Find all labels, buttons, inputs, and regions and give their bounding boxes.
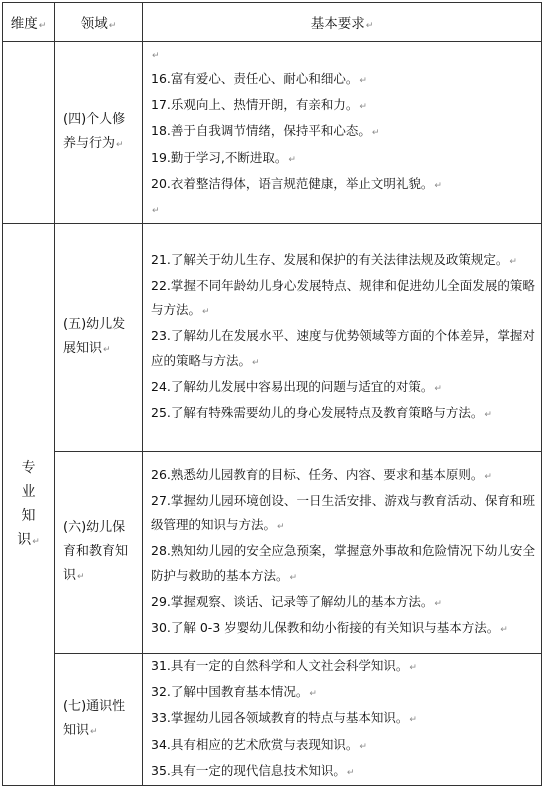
requirements-cell	[143, 224, 542, 452]
table-header-row	[3, 3, 542, 42]
domain-cell	[55, 224, 143, 452]
list-item: 19.勤于学习,不断进取。↵	[151, 149, 296, 165]
list-item: 34.具有相应的艺术欣赏与表现知识。↵	[151, 736, 367, 752]
paragraph-mark-icon: ↵	[484, 410, 492, 420]
list-item: 18.善于自我调节情绪，保持平和心态。↵	[151, 123, 380, 139]
domain-cell	[55, 42, 143, 224]
domain-cell	[55, 654, 143, 786]
paragraph-mark-icon: ↵	[103, 345, 111, 355]
list-item: 22.掌握不同年龄幼儿身心发展特点、规律和促进幼儿全面发展的策略与方法。↵	[151, 277, 535, 318]
paragraph-mark-icon: ↵	[38, 21, 47, 31]
header-dimension	[3, 3, 55, 42]
paragraph-mark-icon: ↵	[359, 741, 367, 752]
list-item: 33.掌握幼儿园各领域教育的特点与基本知识。↵	[151, 710, 417, 726]
list-item: 25.了解有特殊需要幼儿的身心发展特点及教育策略与方法。↵	[151, 405, 492, 420]
paragraph-mark-icon: ↵	[434, 180, 442, 191]
paragraph-mark-icon: ↵	[409, 715, 417, 726]
requirements-cell	[143, 654, 542, 786]
paragraph-mark-icon: ↵	[289, 572, 298, 583]
paragraph-mark-icon: ↵	[359, 75, 367, 86]
dimension-char-last: 识↵	[17, 531, 40, 548]
dimension-char: 专	[21, 459, 36, 476]
list-item: 20.衣着整洁得体，语言规范健康，举止文明礼貌。↵	[151, 175, 442, 191]
paragraph-mark-icon: ↵	[359, 102, 367, 113]
table-row	[3, 452, 542, 654]
paragraph-mark-icon: ↵	[152, 50, 160, 61]
list-item: 17.乐观向上、热情开朗，有亲和力。↵	[151, 97, 367, 113]
paragraph-mark-icon: ↵	[346, 767, 355, 778]
domain-label: (七)通识性知识	[63, 699, 126, 738]
document-page	[2, 2, 542, 779]
paragraph-mark-icon: ↵	[409, 663, 417, 673]
table-row	[3, 654, 542, 786]
list-item: 26.熟悉幼儿园教育的目标、任务、内容、要求和基本原则。↵	[151, 466, 492, 482]
list-item: 27.掌握幼儿园环境创设、一日生活安排、游戏与教育活动、保育和班级管理的知识与方法。↵	[151, 492, 535, 533]
header-dimension-text: 维度	[10, 16, 38, 32]
domain-label: (五)幼儿发展知识	[63, 317, 126, 356]
standards-table	[2, 2, 542, 786]
header-requirements-text: 基本要求	[310, 16, 365, 32]
paragraph-mark-icon: ↵	[434, 598, 442, 609]
paragraph-mark-icon: ↵	[309, 689, 317, 700]
list-item: 24.了解幼儿发展中容易出现的问题与适宜的对策。↵	[151, 378, 442, 394]
dimension-cell-empty	[3, 42, 55, 224]
paragraph-mark-icon: ↵	[32, 536, 40, 547]
list-item: 30.了解 0-3 岁婴幼儿保教和幼小衔接的有关知识与基本方法。↵	[151, 620, 508, 635]
header-requirements	[143, 3, 542, 42]
paragraph-mark-icon: ↵	[434, 383, 442, 394]
paragraph-mark-icon: ↵	[252, 357, 260, 368]
list-item: 29.掌握观察、谈话、记录等了解幼儿的基本方法。↵	[151, 593, 442, 609]
paragraph-mark-icon: ↵	[116, 140, 124, 150]
paragraph-mark-icon: ↵	[90, 727, 98, 737]
paragraph-mark-icon: ↵	[202, 307, 210, 318]
list-item: 32.了解中国教育基本情况。↵	[151, 684, 317, 700]
dimension-cell	[3, 224, 55, 786]
list-item: 35.具有一定的现代信息技术知识。↵	[151, 762, 355, 778]
header-domain	[55, 3, 143, 42]
dimension-char: 知	[21, 507, 36, 524]
paragraph-mark-icon: ↵	[484, 471, 492, 482]
paragraph-mark-icon: ↵	[509, 256, 517, 267]
paragraph-mark-icon: ↵	[365, 21, 374, 31]
paragraph-mark-icon: ↵	[371, 128, 380, 139]
domain-label: (六)幼儿保育和教育知识	[63, 520, 129, 583]
paragraph-mark-icon: ↵	[77, 572, 85, 582]
dimension-char: 业	[21, 483, 36, 500]
list-item: 31.具有一定的自然科学和人文社会科学知识。↵	[151, 658, 417, 673]
paragraph-mark-icon: ↵	[152, 206, 160, 216]
list-item: 28.熟知幼儿园的安全应急预案，掌握意外事故和危险情况下幼儿安全防护与救助的基本方法。↵	[151, 543, 535, 583]
list-item: 16.富有爱心、责任心、耐心和细心。↵	[151, 70, 367, 86]
paragraph-mark-icon: ↵	[277, 522, 285, 533]
table-row	[3, 224, 542, 452]
paragraph-mark-icon: ↵	[288, 154, 296, 165]
domain-cell	[55, 452, 143, 654]
domain-label: (四)个人修养与行为	[63, 112, 126, 151]
paragraph-mark-icon: ↵	[108, 21, 117, 31]
table-row	[3, 42, 542, 224]
list-item: 23.了解幼儿在发展水平、速度与优势领域等方面的个体差异，掌握对应的策略与方法。↵	[151, 328, 535, 368]
list-item: 21.了解关于幼儿生存、发展和保护的有关法律法规及政策规定。↵	[151, 251, 517, 267]
paragraph-mark-icon: ↵	[500, 625, 508, 635]
requirements-cell	[143, 42, 542, 224]
header-domain-text: 领域	[80, 16, 108, 32]
requirements-cell	[143, 452, 542, 654]
